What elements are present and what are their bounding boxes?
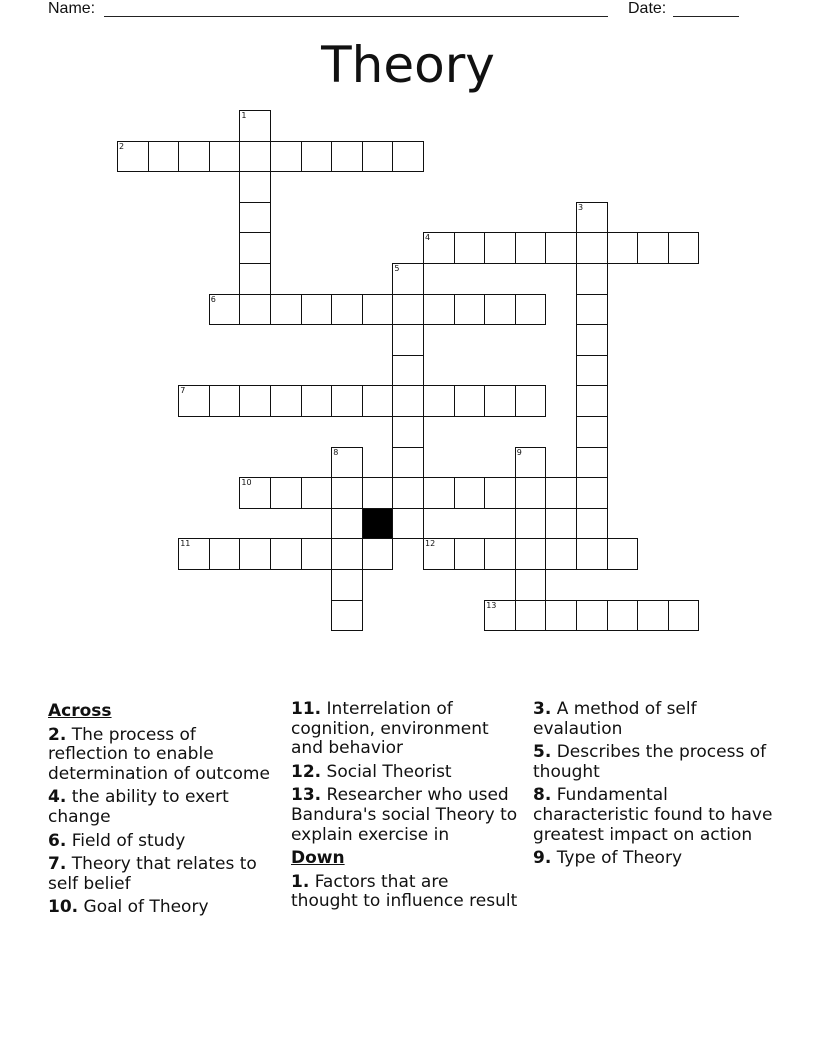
clue-number-label: 5: [394, 264, 400, 273]
grid-cell[interactable]: [576, 232, 608, 264]
grid-cell[interactable]: [515, 569, 547, 601]
grid-cell[interactable]: [392, 324, 424, 356]
clue-number: 10.: [48, 897, 79, 918]
grid-cell[interactable]: [484, 600, 516, 632]
clue-text: Factors that are thought to influence result: [291, 871, 518, 912]
clue-text: Interrelation of cognition, environment and behavior: [291, 699, 489, 759]
clue-text: Researcher who used Bandura's social Theory to explain exercise in: [291, 785, 518, 845]
grid-cell[interactable]: [178, 141, 210, 173]
grid-cell[interactable]: [239, 232, 271, 264]
clue-item: [291, 763, 519, 783]
clue-number: 2.: [48, 724, 67, 745]
clue-text: Field of study: [66, 830, 186, 851]
grid-cell[interactable]: [331, 294, 363, 326]
grid-cell[interactable]: [576, 477, 608, 509]
name-label: Name:: [48, 0, 96, 17]
clue-column-3: [533, 700, 773, 873]
grid-cell[interactable]: [331, 569, 363, 601]
clue-item: [533, 786, 773, 845]
clue-item: [291, 873, 519, 912]
date-label: Date:: [628, 0, 667, 17]
grid-cell[interactable]: [301, 294, 333, 326]
grid-cell[interactable]: [423, 477, 455, 509]
grid-cell[interactable]: [239, 202, 271, 234]
grid-cell[interactable]: [637, 232, 669, 264]
grid-cell[interactable]: [484, 385, 516, 417]
clue-number: 4.: [48, 787, 67, 808]
clue-number: 12.: [291, 761, 322, 782]
grid-cell[interactable]: [607, 600, 639, 632]
clue-number: 11.: [291, 699, 322, 719]
clue-number: 13.: [291, 785, 322, 806]
grid-cell[interactable]: [239, 294, 271, 326]
grid-cell[interactable]: [668, 600, 700, 632]
grid-cell[interactable]: [515, 508, 547, 540]
grid-cell[interactable]: [239, 141, 271, 173]
grid-cell[interactable]: [239, 477, 271, 509]
clue-text: Social Theorist: [321, 761, 452, 782]
grid-cell[interactable]: [117, 141, 149, 173]
clue-number: 5.: [533, 742, 552, 763]
grid-cell[interactable]: [301, 141, 333, 173]
clue-item: [291, 786, 519, 845]
grid-cell[interactable]: [392, 263, 424, 295]
grid-cell[interactable]: [576, 508, 608, 540]
grid-cell[interactable]: [331, 600, 363, 632]
grid-cell[interactable]: [576, 324, 608, 356]
grid-cell[interactable]: [545, 232, 577, 264]
grid-cell[interactable]: [484, 232, 516, 264]
grid-cell[interactable]: [454, 538, 486, 570]
grid-cell[interactable]: [270, 385, 302, 417]
grid-cell[interactable]: [454, 385, 486, 417]
grid-cell[interactable]: [209, 538, 241, 570]
grid-cell[interactable]: [239, 171, 271, 203]
clue-item: [533, 743, 773, 782]
clue-number-label: 11: [180, 539, 191, 549]
grid-cell[interactable]: [392, 508, 424, 540]
grid-cell[interactable]: [423, 385, 455, 417]
grid-cell[interactable]: [576, 600, 608, 632]
grid-cell[interactable]: [484, 477, 516, 509]
clue-text: The process of reflection to enable determination of outcome: [48, 724, 270, 784]
clue-number-label: 10: [241, 478, 252, 488]
grid-cell[interactable]: [576, 202, 608, 234]
grid-cell[interactable]: [515, 477, 547, 509]
grid-cell[interactable]: [239, 110, 271, 142]
clue-item: [48, 788, 276, 827]
grid-cell[interactable]: [392, 141, 424, 173]
grid-cell[interactable]: [239, 385, 271, 417]
grid-cell[interactable]: [392, 477, 424, 509]
black-cell: [362, 508, 394, 540]
clue-text: Fundamental characteristic found to have greatest impact on action: [533, 785, 773, 845]
clue-item: [48, 898, 276, 918]
grid-cell[interactable]: [515, 600, 547, 632]
clue-heading-across: Across: [48, 701, 112, 721]
clue-number-label: 4: [425, 233, 431, 243]
grid-cell[interactable]: [576, 416, 608, 448]
clue-number: 7.: [48, 854, 67, 875]
grid-cell[interactable]: [607, 232, 639, 264]
grid-cell[interactable]: [576, 355, 608, 387]
grid-cell[interactable]: [454, 232, 486, 264]
grid-cell[interactable]: [545, 538, 577, 570]
clue-text: Type of Theory: [551, 848, 683, 869]
grid-cell[interactable]: [331, 538, 363, 570]
grid-cell[interactable]: [515, 385, 547, 417]
grid-cell[interactable]: [209, 385, 241, 417]
grid-cell[interactable]: [178, 538, 210, 570]
grid-cell[interactable]: [454, 294, 486, 326]
grid-cell[interactable]: [576, 385, 608, 417]
clue-number-label: 13: [486, 600, 497, 610]
grid-cell[interactable]: [545, 600, 577, 632]
grid-cell[interactable]: [423, 232, 455, 264]
grid-cell[interactable]: [301, 385, 333, 417]
clue-number-label: 9: [516, 447, 522, 457]
clue-number-label: 1: [241, 111, 247, 120]
clue-text: A method of self evalaution: [533, 699, 697, 739]
grid-cell[interactable]: [392, 355, 424, 387]
clue-text: Theory that relates to self belief: [48, 854, 257, 894]
grid-cell[interactable]: [331, 447, 363, 479]
clue-text: the ability to exert change: [48, 787, 229, 827]
clue-item: [48, 832, 276, 852]
grid-cell[interactable]: [270, 294, 302, 326]
grid-cell[interactable]: [637, 600, 669, 632]
grid-cell[interactable]: [484, 294, 516, 326]
clue-column-2: [291, 700, 519, 916]
clue-number: 9.: [533, 848, 552, 869]
grid-cell[interactable]: [148, 141, 180, 173]
grid-cell[interactable]: [515, 232, 547, 264]
grid-cell[interactable]: [362, 538, 394, 570]
grid-cell[interactable]: [392, 447, 424, 479]
grid-cell[interactable]: [362, 141, 394, 173]
clue-item: [48, 726, 276, 785]
grid-cell[interactable]: [331, 385, 363, 417]
grid-cell[interactable]: [668, 232, 700, 264]
clue-heading-down: Down: [291, 848, 345, 869]
clue-item: [291, 700, 519, 759]
grid-cell[interactable]: [423, 294, 455, 326]
grid-cell[interactable]: [607, 538, 639, 570]
clue-text: Describes the process of thought: [533, 742, 767, 782]
clue-item: [533, 700, 773, 739]
grid-cell[interactable]: [545, 477, 577, 509]
grid-cell[interactable]: [301, 477, 333, 509]
grid-cell[interactable]: [209, 141, 241, 173]
grid-cell[interactable]: [331, 508, 363, 540]
clue-number-label: 8: [333, 447, 339, 457]
grid-cell[interactable]: [392, 294, 424, 326]
grid-cell[interactable]: [576, 263, 608, 295]
grid-cell[interactable]: [576, 538, 608, 570]
grid-cell[interactable]: [362, 385, 394, 417]
puzzle-title: Theory: [321, 36, 495, 94]
grid-cell[interactable]: [515, 447, 547, 479]
grid-cell[interactable]: [515, 294, 547, 326]
grid-cell[interactable]: [239, 538, 271, 570]
grid-cell[interactable]: [239, 263, 271, 295]
grid-cell[interactable]: [270, 477, 302, 509]
grid-cell[interactable]: [576, 447, 608, 479]
grid-cell[interactable]: [270, 538, 302, 570]
clue-number: 1.: [291, 871, 310, 892]
grid-cell[interactable]: [423, 538, 455, 570]
grid-cell[interactable]: [392, 385, 424, 417]
grid-cell[interactable]: [515, 538, 547, 570]
clue-number-label: 6: [210, 294, 216, 304]
clue-number-label: 2: [119, 141, 125, 151]
grid-cell[interactable]: [392, 416, 424, 448]
grid-cell[interactable]: [270, 141, 302, 173]
clue-number: 6.: [48, 830, 67, 851]
grid-cell[interactable]: [301, 538, 333, 570]
grid-cell[interactable]: [362, 294, 394, 326]
clue-number-label: 12: [425, 539, 436, 549]
grid-cell[interactable]: [454, 477, 486, 509]
grid-cell[interactable]: [178, 385, 210, 417]
grid-cell[interactable]: [331, 477, 363, 509]
grid-cell[interactable]: [484, 538, 516, 570]
grid-cell[interactable]: [362, 477, 394, 509]
clue-number: 8.: [533, 785, 552, 806]
grid-cell[interactable]: [209, 294, 241, 326]
clue-text: Goal of Theory: [78, 897, 209, 918]
clue-number-label: 3: [578, 202, 584, 212]
clue-number: 3.: [533, 699, 552, 719]
clue-column-1: [48, 700, 276, 922]
clue-number-label: 7: [180, 386, 186, 396]
grid-cell[interactable]: [576, 294, 608, 326]
grid-cell[interactable]: [331, 141, 363, 173]
clue-item: [533, 849, 773, 869]
clue-item: [48, 855, 276, 894]
